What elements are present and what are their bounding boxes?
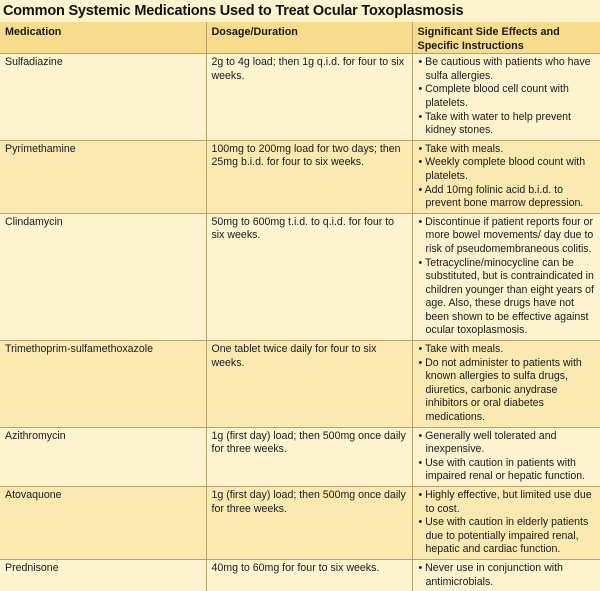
dosage-cell: 100mg to 200mg load for two days; then 25mg b.i.d. for four to six weeks. xyxy=(206,140,412,213)
instruction-item: • Never use in conjunction with antimicrobials. xyxy=(418,562,598,589)
instruction-item: • Discontinue if patient reports four or more bowel movements/ day due to risk of pseudomembraneous colitis. xyxy=(418,216,598,257)
instruction-item: • Weekly complete blood count with platelets. xyxy=(418,156,598,183)
dosage-cell: 1g (first day) load; then 500mg once daily for three weeks. xyxy=(206,427,412,486)
effects-cell xyxy=(412,427,600,486)
header-row xyxy=(0,22,600,54)
instruction-item: • Tetracycline/minocycline can be substituted, but is contraindicated in children younger than eight years of age. Also, these drugs have not been shown to be effective against ocular toxoplasmosis. xyxy=(418,257,598,339)
medication-cell: Atovaquone xyxy=(0,487,206,560)
instruction-item: • Generally well tolerated and inexpensive. xyxy=(418,430,598,457)
dosage-cell: 1g (first day) load; then 500mg once daily for three weeks. xyxy=(206,487,412,560)
effects-cell xyxy=(412,140,600,213)
instruction-item: • Use with caution in patients with impaired renal or hepatic function. xyxy=(418,457,598,484)
table-row xyxy=(0,487,600,560)
medication-cell: Sulfadiazine xyxy=(0,54,206,141)
effects-cell xyxy=(412,487,600,560)
table-row xyxy=(0,140,600,213)
effects-cell xyxy=(412,559,600,591)
header-effects: Significant Side Effects and Specific Instructions xyxy=(412,22,600,54)
instruction-item: • Be cautious with patients who have sulfa allergies. xyxy=(418,56,598,83)
effects-cell xyxy=(412,54,600,141)
instruction-item: • Do not administer to patients with known allergies to sulfa drugs, diuretics, carbonic anydrase inhibitors or oral diabetes medications. xyxy=(418,357,598,425)
medication-cell: Pyrimethamine xyxy=(0,140,206,213)
table-row xyxy=(0,427,600,486)
dosage-cell: 40mg to 60mg for four to six weeks. xyxy=(206,559,412,591)
medication-cell: Azithromycin xyxy=(0,427,206,486)
medications-table xyxy=(0,22,600,591)
medication-cell: Prednisone xyxy=(0,559,206,591)
dosage-cell: 2g to 4g load; then 1g q.i.d. for four to six weeks. xyxy=(206,54,412,141)
instruction-item: • Highly effective, but limited use due to cost. xyxy=(418,489,598,516)
table-row xyxy=(0,559,600,591)
table-row xyxy=(0,213,600,340)
table-row xyxy=(0,54,600,141)
effects-cell xyxy=(412,341,600,428)
header-dosage: Dosage/Duration xyxy=(206,22,412,54)
table-body xyxy=(0,54,600,591)
instruction-item: • Take with water to help prevent kidney stones. xyxy=(418,111,598,138)
instruction-item: • Use with caution in elderly patients due to potentially impaired renal, hepatic and cardiac function. xyxy=(418,516,598,557)
effects-cell xyxy=(412,213,600,340)
instruction-item: • Take with meals. xyxy=(418,343,598,357)
dosage-cell: One tablet twice daily for four to six weeks. xyxy=(206,341,412,428)
instruction-item: • Add 10mg folinic acid b.i.d. to prevent bone marrow depression. xyxy=(418,184,598,211)
instruction-item: • Complete blood cell count with platelets. xyxy=(418,83,598,110)
medication-cell: Clindamycin xyxy=(0,213,206,340)
medication-cell: Trimethoprim-sulfamethoxazole xyxy=(0,341,206,428)
header-medication: Medication xyxy=(0,22,206,54)
table-title: Common Systemic Medications Used to Treat Ocular Toxoplasmosis xyxy=(3,3,464,19)
instruction-item: • Take with meals. xyxy=(418,143,598,157)
table-row xyxy=(0,341,600,428)
dosage-cell: 50mg to 600mg t.i.d. to q.i.d. for four to six weeks. xyxy=(206,213,412,340)
